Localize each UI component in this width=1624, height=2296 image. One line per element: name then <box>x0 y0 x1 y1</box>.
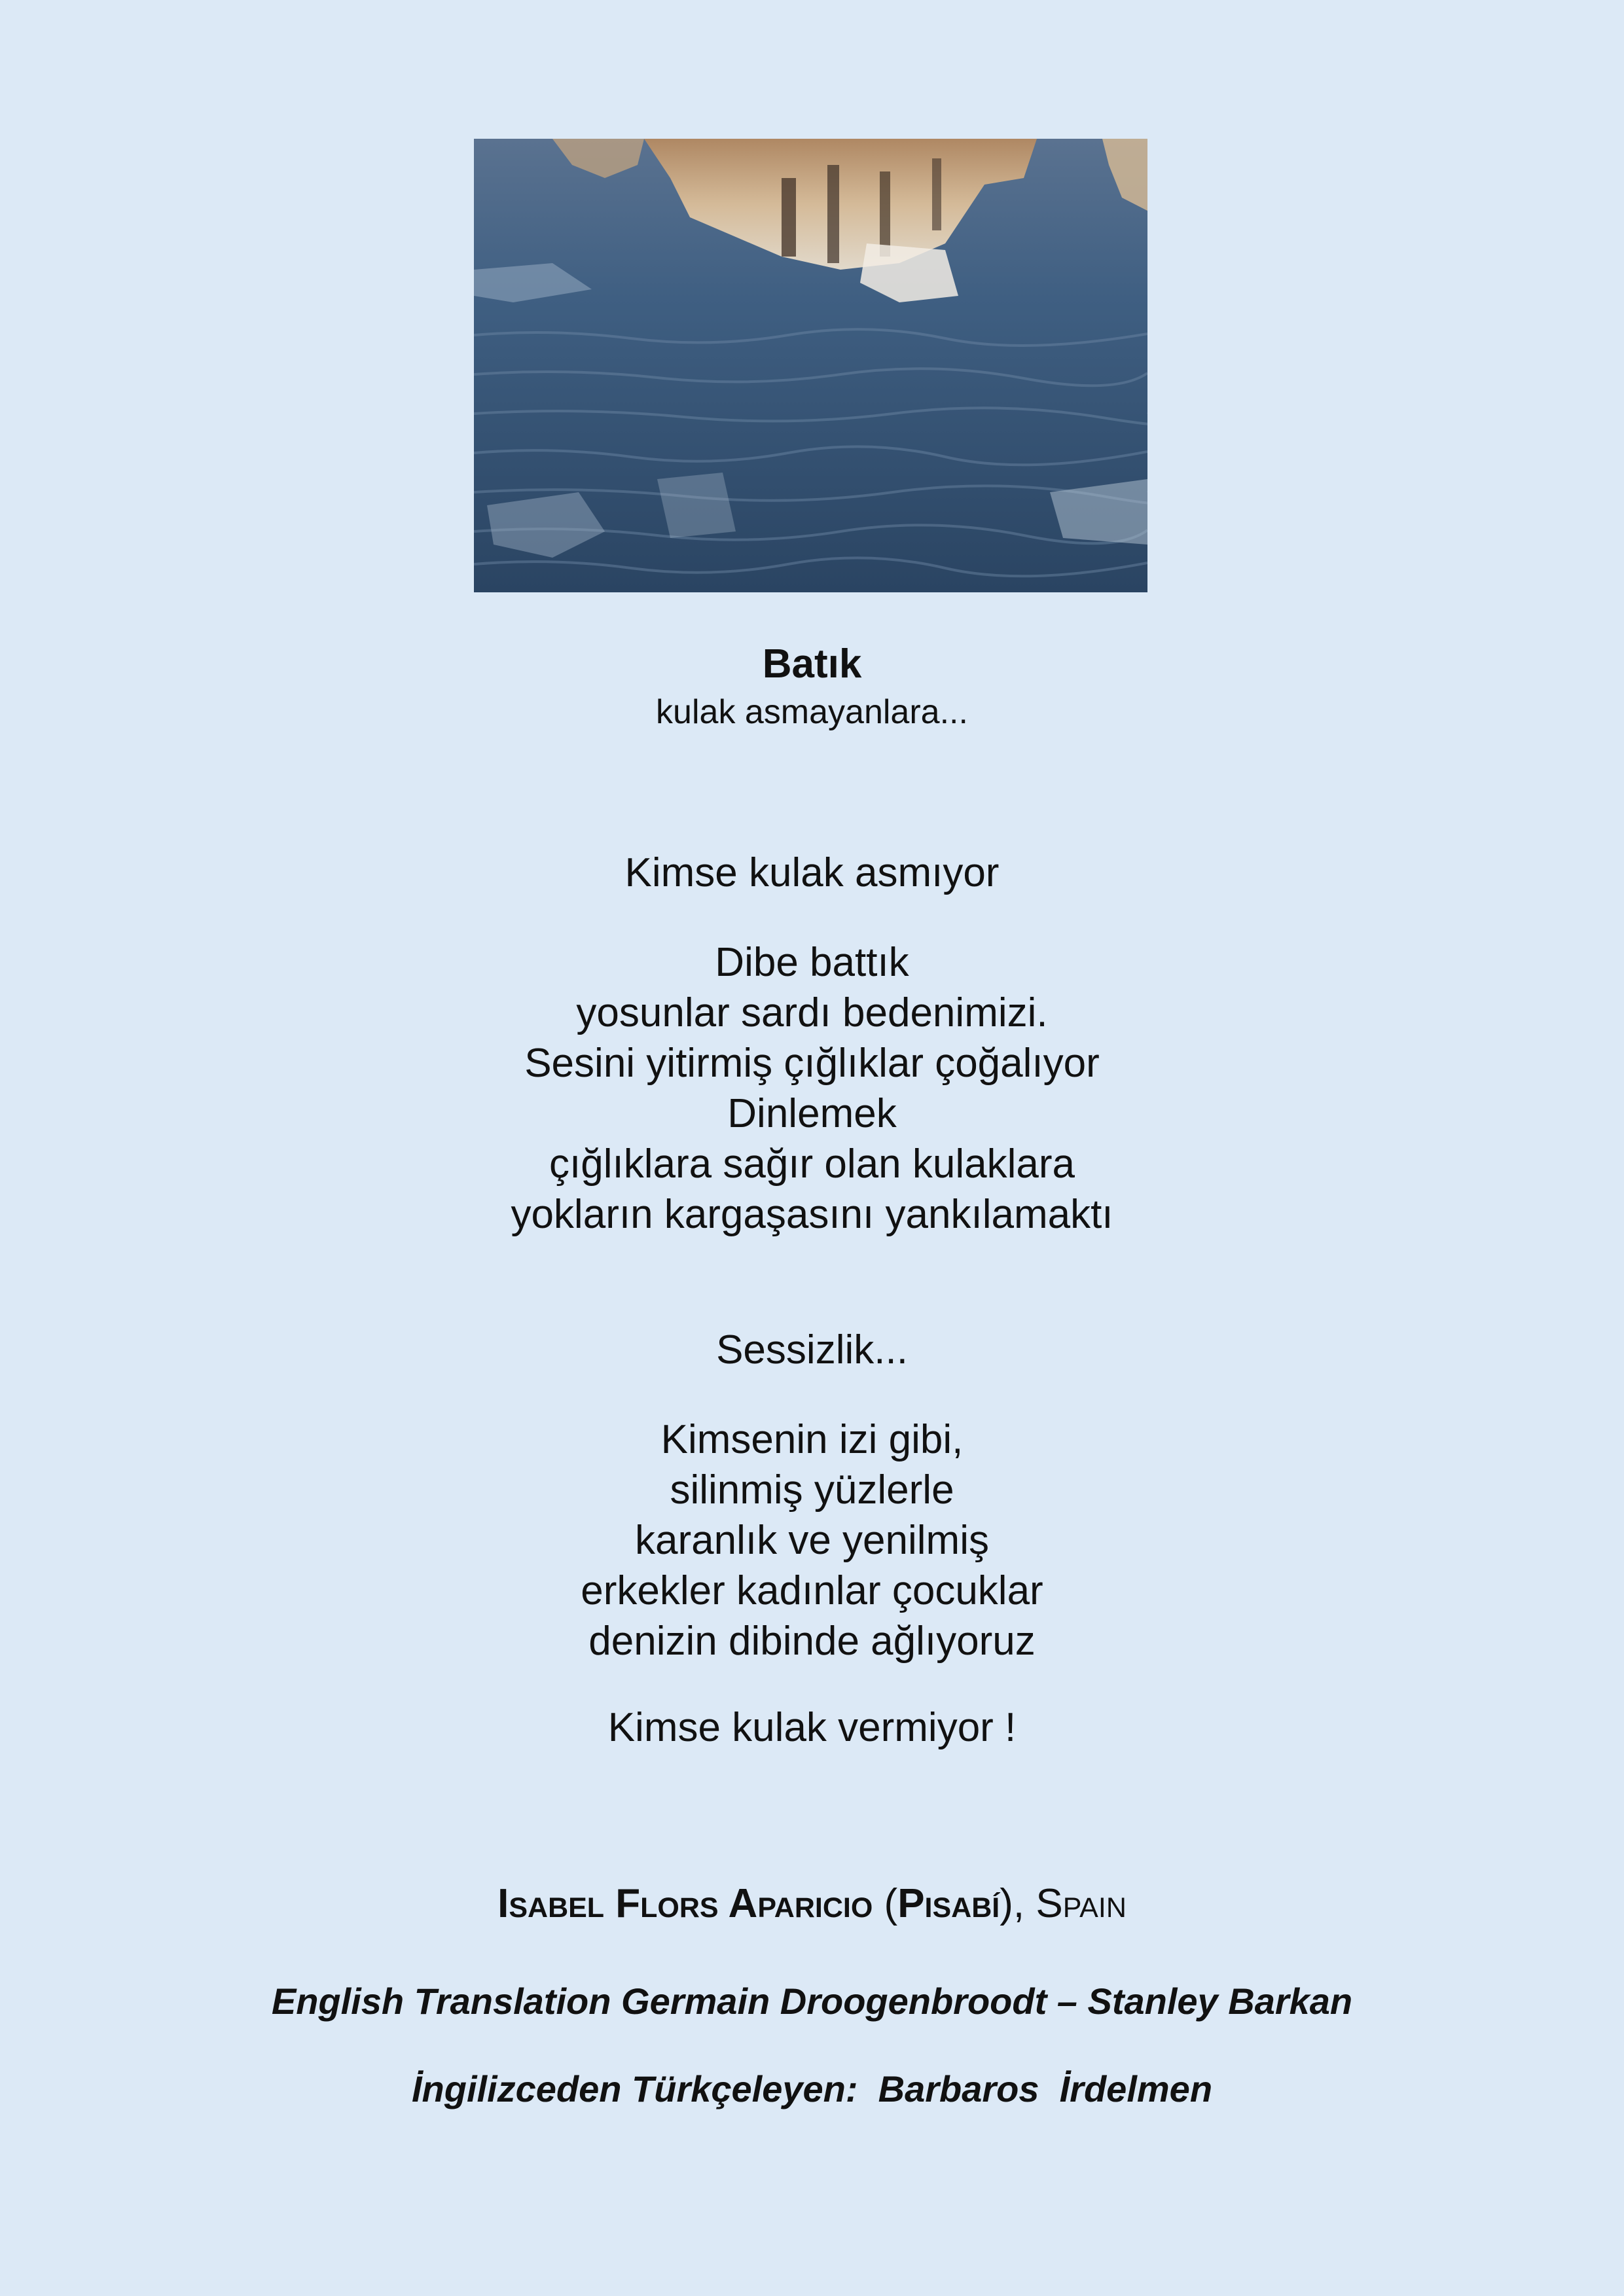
poem-line: silinmiş yüzlerle <box>670 1467 954 1513</box>
poem-line: çığlıklara sağır olan kulaklara <box>549 1141 1075 1187</box>
poem-line: Sessizlik... <box>716 1327 908 1372</box>
water-reflection-photo <box>474 139 1147 592</box>
poem-line: yosunlar sardı bedenimizi. <box>576 990 1048 1035</box>
poem-line: Dinlemek <box>727 1091 897 1136</box>
poem-line: yokların kargaşasını yankılamaktı <box>511 1192 1113 1237</box>
stanza-3 <box>0 1325 1624 1375</box>
poem-line: Dibe battık <box>715 940 909 985</box>
poem-title: Batık <box>762 641 862 687</box>
stanza-1 <box>0 848 1624 898</box>
stanza-4 <box>0 1414 1624 1666</box>
poem-line: karanlık ve yenilmiş <box>635 1518 989 1563</box>
stanza-5 <box>0 1702 1624 1753</box>
turkish-translation-credit: İngilizceden Türkçeleyen: Barbaros İrdelmen <box>411 2068 1213 2109</box>
english-translation-credit: English Translation Germain Droogenbroodt – Stanley Barkan <box>271 1981 1353 2022</box>
poem-line: erkekler kadınlar çocuklar <box>581 1568 1043 1613</box>
author-pen-name: Pisabí <box>897 1881 1000 1926</box>
stanza-2 <box>0 937 1624 1240</box>
author-country: Spain <box>1036 1881 1127 1926</box>
poem-line: Kimse kulak vermiyor ! <box>607 1705 1017 1750</box>
poem-line: Kimsenin izi gibi, <box>660 1417 964 1462</box>
author-name: Isabel Flors Aparicio <box>497 1881 873 1926</box>
poem-dedication: kulak asmayanlara... <box>656 693 968 731</box>
water-reflection-icon <box>474 139 1147 592</box>
author-close-paren: ), <box>1000 1881 1036 1926</box>
poem-line: denizin dibinde ağlıyoruz <box>588 1619 1036 1664</box>
author-open-paren: ( <box>873 1881 898 1926</box>
poem-line: Kimse kulak asmıyor <box>624 850 1000 895</box>
poem-line: Sesini yitirmiş çığlıklar çoğalıyor <box>524 1041 1100 1086</box>
author-line <box>0 1878 1624 1930</box>
